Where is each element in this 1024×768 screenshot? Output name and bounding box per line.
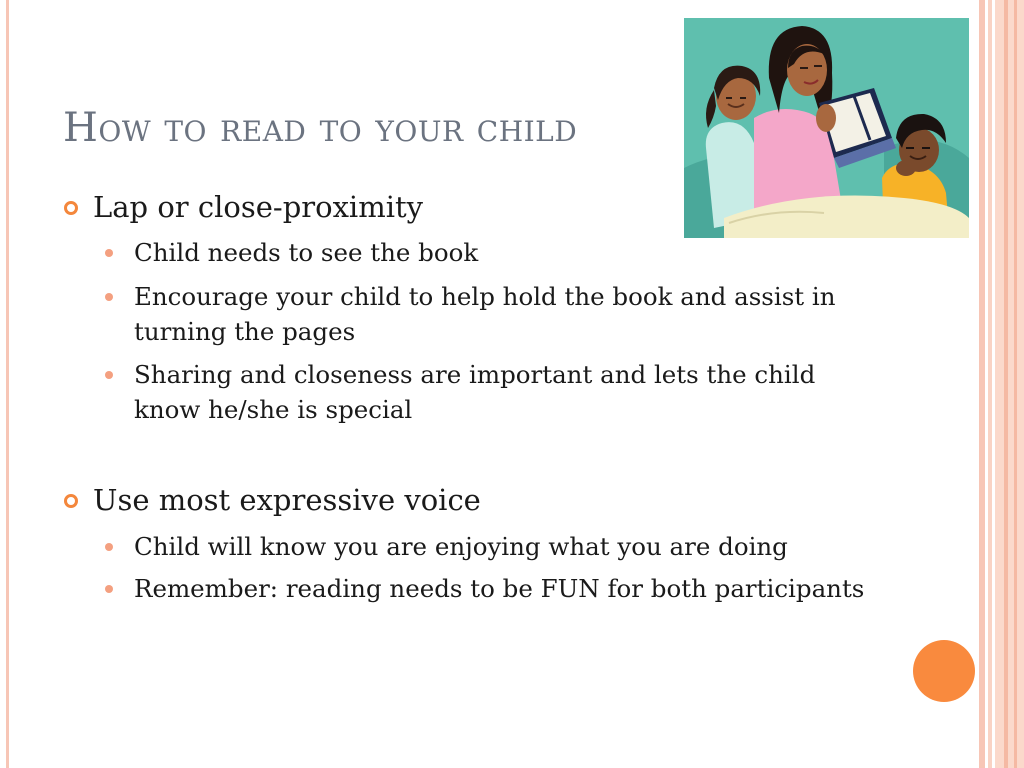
bullet-heading-text: Lap or close-proximity: [93, 190, 424, 224]
bullet-heading-text: Use most expressive voice: [93, 483, 481, 517]
right-border-stripe: [1014, 0, 1017, 768]
decorative-orange-circle: [913, 640, 975, 702]
bullet-dot-icon: [105, 543, 113, 551]
right-border-stripe: [979, 0, 985, 768]
bullet-ring-icon: [64, 201, 78, 215]
bullet-ring-icon: [64, 494, 78, 508]
left-border-line: [6, 0, 9, 768]
right-border-stripe: [1004, 0, 1008, 768]
sub-bullet-text: Remember: reading needs to be FUN for both participants: [134, 574, 865, 603]
right-border-band: [995, 0, 1024, 768]
mother-reading-to-children-illustration: [684, 18, 969, 238]
slide-title: How to read to your child: [63, 105, 578, 151]
bullet-dot-icon: [105, 585, 113, 593]
sub-bullet-text: Sharing and closeness are important and lets the child know he/she is special: [134, 360, 816, 424]
bullet-dot-icon: [105, 249, 113, 257]
sub-bullet-text: Child needs to see the book: [134, 238, 479, 267]
sub-bullet-text: Encourage your child to help hold the book and assist in turning the pages: [134, 282, 836, 346]
sub-bullet-text: Child will know you are enjoying what you are doing: [134, 532, 788, 561]
bullet-dot-icon: [105, 371, 113, 379]
right-border-stripe: [988, 0, 992, 768]
bullet-dot-icon: [105, 293, 113, 301]
